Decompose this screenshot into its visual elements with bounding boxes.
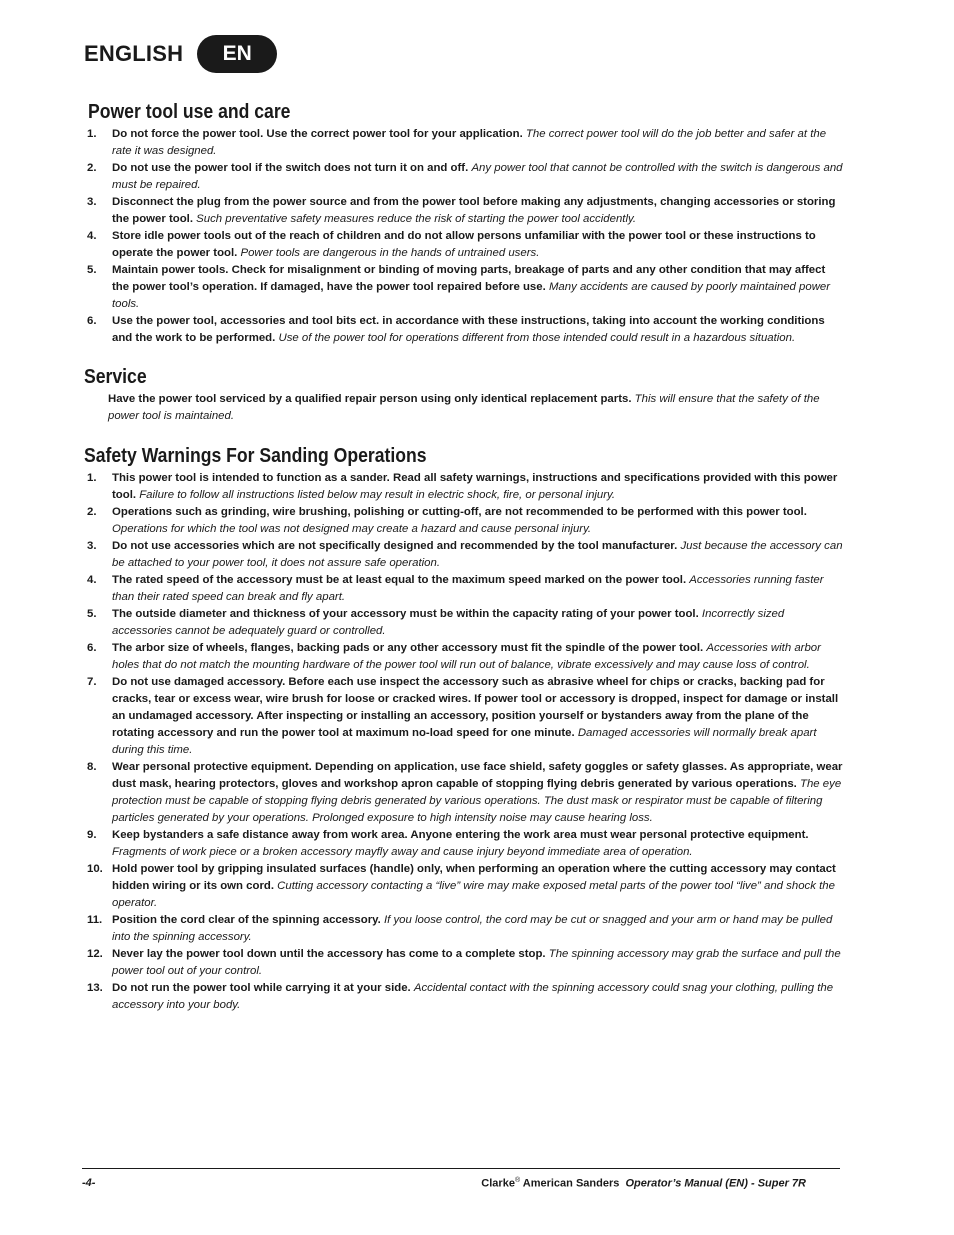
item-explanation: The eye protection must be capable of stopping flying debris generated by various operations. The dust mask or respirator must be capable of filtering particles generated by your operations. Prolonged exposure to high intensity noise may cause hearing loss.: [112, 778, 842, 824]
item-number: 2.: [87, 162, 97, 174]
item-number: 2.: [87, 506, 97, 518]
list-item: [84, 126, 844, 160]
footer-manual: Operator’s Manual (EN) - Super 7R: [625, 1177, 806, 1190]
item-instruction: Do not run the power tool while carrying it at your side.: [112, 982, 411, 994]
item-explanation: Operations for which the tool was not designed may create a hazard and cause personal injury.: [112, 523, 592, 535]
item-instruction: Position the cord clear of the spinning accessory.: [112, 914, 381, 926]
item-number: 8.: [87, 761, 97, 773]
footer-company: American Sanders: [520, 1177, 626, 1190]
item-instruction: Operations such as grinding, wire brushing, polishing or cutting-off, are not recommended to be performed with this power tool.: [112, 506, 807, 518]
page-number: -4-: [82, 1177, 96, 1189]
list-item: [84, 640, 844, 674]
language-header: [84, 34, 277, 74]
list-item: [84, 606, 844, 640]
language-label: ENGLISH: [84, 41, 184, 66]
service-title: Service: [84, 366, 147, 388]
item-number: 6.: [87, 642, 97, 654]
list-item: [84, 228, 844, 262]
item-instruction: Keep bystanders a safe distance away from work area. Anyone entering the work area must wear personal protective equipment.: [112, 829, 809, 841]
item-instruction: The outside diameter and thickness of your accessory must be within the capacity rating of your power tool.: [112, 608, 699, 620]
item-instruction: Wear personal protective equipment. Depending on application, use face shield, safety goggles or safety glasses. As appropriate, wear dust mask, hearing protectors, gloves and workshop apron capable of stopping flying debris generated by various operations.: [112, 761, 843, 790]
item-explanation: The correct power tool will do the job better and safer at the rate it was designed.: [112, 128, 827, 157]
item-instruction: Do not use the power tool if the switch does not turn it on and off.: [112, 162, 469, 174]
item-number: 13.: [87, 982, 103, 994]
care-title: Power tool use and care: [88, 101, 291, 123]
item-number: 6.: [87, 315, 97, 327]
item-instruction: Never lay the power tool down until the accessory has come to a complete stop.: [112, 948, 546, 960]
item-instruction: Do not use damaged accessory. Before each use inspect the accessory such as abrasive wheel for chips or cracks, backing pad for cracks, tear or excess wear, wire brush for loose or cracked wires. If power tool or accessory is dropped, inspect for damage or install an undamaged accessory. After inspecting or installing an accessory, position yourself or bystanders away from the plane of the rotating accessory and run the power tool at maximum no-load speed for one minute.: [112, 676, 839, 739]
item-explanation: Such preventative safety measures reduce the risk of starting the power tool accidently.: [196, 213, 636, 225]
item-explanation: Just because the accessory can be attached to your power tool, it does not assure safe operation.: [112, 540, 843, 569]
item-explanation: Accessories with arbor holes that do not match the mounting hardware of the power tool will run out of balance, vibrate excessively and may cause loss of control.: [112, 642, 821, 671]
item-number: 12.: [87, 948, 103, 960]
item-explanation: Use of the power tool for operations different from those intended could result in a hazardous situation.: [278, 332, 796, 344]
item-instruction: Disconnect the plug from the power source and from the power tool before making any adjustments, changing accessories or storing the power tool.: [112, 196, 836, 225]
item-instruction: Do not use accessories which are not specifically designed and recommended by the tool manufacturer.: [112, 540, 678, 552]
list-item: [84, 160, 844, 194]
list-item: [84, 538, 844, 572]
list-item: [84, 980, 844, 1014]
list-item: [84, 912, 844, 946]
item-number: 1.: [87, 472, 97, 484]
registered-mark: ®: [514, 1177, 521, 1184]
list-item: [84, 572, 844, 606]
list-item: [84, 504, 844, 538]
service-paragraph: [84, 391, 844, 425]
care-list: [84, 126, 844, 347]
item-number: 3.: [87, 540, 97, 552]
item-explanation: The spinning accessory may grab the surface and pull the power tool out of your control.: [112, 948, 841, 977]
item-instruction: Maintain power tools. Check for misalignment or binding of moving parts, breakage of parts and any other condition that may affect the power tool’s operation. If damaged, have the power tool repaired before use.: [112, 264, 826, 293]
item-explanation: Any power tool that cannot be controlled with the switch is dangerous and must be repaired.: [112, 162, 843, 191]
item-explanation: If you loose control, the cord may be cut or snagged and your arm or hand may be pulled into the spinning accessory.: [112, 914, 833, 943]
item-number: 9.: [87, 829, 97, 841]
list-item: [84, 470, 844, 504]
list-item: [84, 262, 844, 313]
item-instruction: Store idle power tools out of the reach of children and do not allow persons unfamiliar with the power tool or these instructions to operate the power tool.: [112, 230, 816, 259]
list-item: [84, 827, 844, 861]
item-instruction: Use the power tool, accessories and tool bits ect. in accordance with these instructions, taking into account the working conditions and the work to be performed.: [112, 315, 825, 344]
item-instruction: Hold power tool by gripping insulated surfaces (handle) only, when performing an operation where the cutting accessory may contact hidden wiring or its own cord.: [112, 863, 836, 892]
page-footer: [82, 1168, 840, 1190]
sanding-list: [84, 470, 844, 1014]
item-number: 3.: [87, 196, 97, 208]
item-instruction: Do not force the power tool. Use the correct power tool for your application.: [112, 128, 523, 140]
service-section: [84, 365, 844, 425]
list-item: [84, 759, 844, 827]
item-number: 5.: [87, 264, 97, 276]
item-number: 10.: [87, 863, 103, 875]
list-item: [84, 674, 844, 759]
item-instruction: This power tool is intended to function as a sander. Read all safety warnings, instructions and specifications provided with this power tool.: [112, 472, 838, 501]
item-explanation: Incorrectly sized accessories cannot be adequately guard or controlled.: [112, 608, 785, 637]
list-item: [84, 194, 844, 228]
list-item: [84, 313, 844, 347]
item-explanation: Many accidents are caused by poorly maintained power tools.: [112, 281, 831, 310]
item-number: 5.: [87, 608, 97, 620]
item-number: 11.: [87, 914, 103, 926]
sanding-section: [84, 444, 844, 1014]
item-number: 1.: [87, 128, 97, 140]
power-tool-care-section: [84, 100, 844, 347]
item-instruction: The rated speed of the accessory must be at least equal to the maximum speed marked on the power tool.: [112, 574, 687, 586]
item-explanation: Failure to follow all instructions listed below may result in electric shock, fire, or personal injury.: [139, 489, 616, 501]
sanding-title: Safety Warnings For Sanding Operations: [84, 445, 427, 467]
item-explanation: Accidental contact with the spinning accessory could snag your clothing, pulling the accessory into your body.: [112, 982, 834, 1011]
item-explanation: Fragments of work piece or a broken accessory mayfly away and cause injury beyond immediate area of operation.: [112, 846, 693, 858]
list-item: [84, 861, 844, 912]
item-explanation: Accessories running faster than their rated speed can break and fly apart.: [112, 574, 824, 603]
item-number: 4.: [87, 230, 97, 242]
footer-title: [481, 1177, 806, 1190]
item-number: 4.: [87, 574, 97, 586]
language-badge: EN: [197, 35, 277, 73]
item-explanation: Damaged accessories will normally break apart during this time.: [112, 727, 817, 756]
item-instruction: The arbor size of wheels, flanges, backing pads or any other accessory must fit the spindle of the power tool.: [112, 642, 704, 654]
footer-brand: Clarke: [481, 1177, 515, 1190]
item-explanation: Cutting accessory contacting a “live” wire may make exposed metal parts of the power tool “live” and shock the operator.: [112, 880, 835, 909]
item-explanation: Power tools are dangerous in the hands of untrained users.: [240, 247, 540, 259]
service-italic: This will ensure that the safety of the power tool is maintained.: [108, 393, 820, 422]
service-bold: Have the power tool serviced by a qualified repair person using only identical replacement parts.: [108, 393, 632, 405]
item-number: 7.: [87, 676, 97, 688]
list-item: [84, 946, 844, 980]
